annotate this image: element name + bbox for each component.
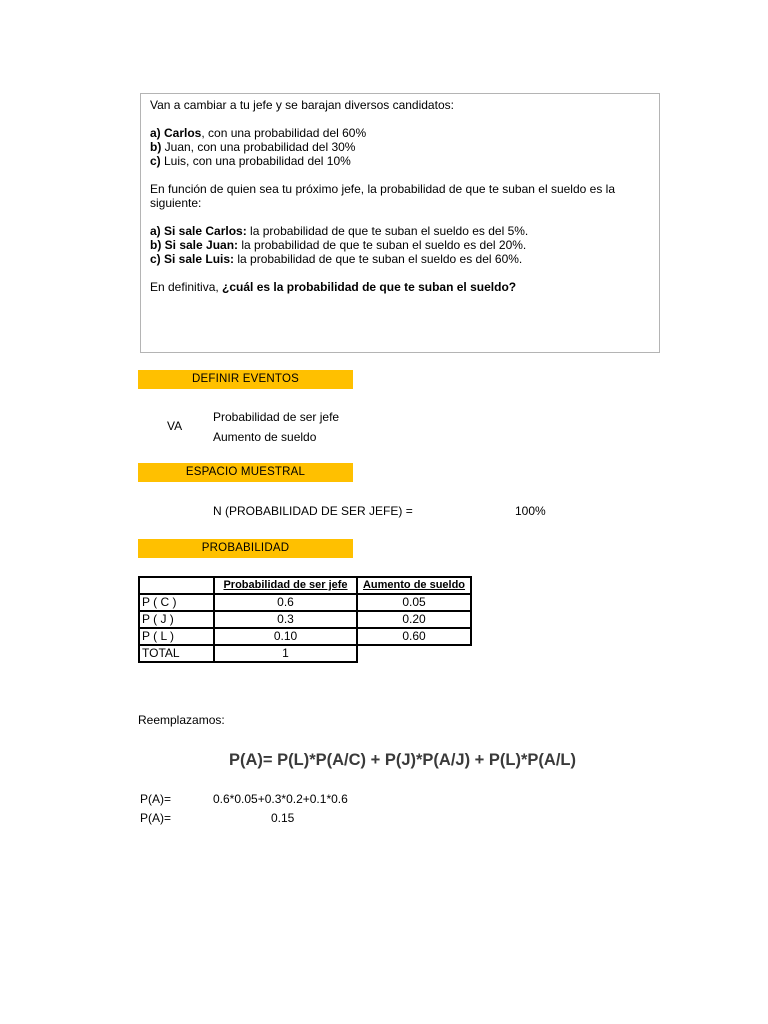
step-2-label: P(A)=: [140, 811, 172, 825]
problem-statement-box: [140, 93, 660, 353]
probability-formula: P(A)= P(L)*P(A/C) + P(J)*P(A/J) + P(L)*P(A/L): [229, 751, 576, 769]
table-header-row: [139, 577, 471, 594]
va-label: VA: [167, 419, 183, 433]
event-item-aumento-sueldo: Aumento de sueldo: [213, 430, 317, 444]
event-item-probabilidad-jefe: Probabilidad de ser jefe: [213, 410, 340, 424]
cell-value: 0.6: [214, 594, 357, 611]
step-1-value: 0.6*0.05+0.3*0.2+0.1*0.6: [213, 792, 348, 806]
cell-value: 0.10: [214, 628, 357, 645]
cell-value: 1: [214, 645, 357, 662]
question: En definitiva, ¿cuál es la probabilidad de que te suban el sueldo?: [150, 280, 517, 294]
row-label: TOTAL: [139, 645, 214, 662]
cell-value: 0.60: [357, 628, 471, 645]
table-header-blank: [139, 577, 214, 594]
candidate-c: c) Luis, con una probabilidad del 10%: [150, 154, 351, 168]
condition-intro: En función de quien sea tu próximo jefe, la probabilidad de que te suban el sueldo es la siguiente:: [150, 182, 615, 210]
cell-value: 0.05: [357, 594, 471, 611]
table-row: [139, 611, 471, 628]
probability-header: PROBABILIDAD: [138, 539, 353, 558]
table-header-probabilidad: Probabilidad de ser jefe: [214, 577, 357, 594]
sample-space-value: 100%: [515, 504, 546, 518]
problem-intro: Van a cambiar a tu jefe y se barajan diversos candidatos:: [150, 98, 454, 112]
row-label: P ( J ): [139, 611, 214, 628]
candidate-b: b) Juan, con una probabilidad del 30%: [150, 140, 356, 154]
sample-space-label: N (PROBABILIDAD DE SER JEFE) =: [213, 504, 413, 518]
condition-c: c) Si sale Luis: la probabilidad de que te suban el sueldo es del 60%.: [150, 252, 523, 266]
probability-table: [138, 576, 472, 663]
condition-b: b) Si sale Juan: la probabilidad de que te suban el sueldo es del 20%.: [150, 238, 527, 252]
row-label: P ( C ): [139, 594, 214, 611]
candidate-a: a) Carlos, con una probabilidad del 60%: [150, 126, 367, 140]
step-1-label: P(A)=: [140, 792, 172, 806]
table-row-total: [139, 645, 471, 662]
cell-value: 0.20: [357, 611, 471, 628]
table-header-aumento: Aumento de sueldo: [357, 577, 471, 594]
table-row: [139, 628, 471, 645]
events-header: DEFINIR EVENTOS: [138, 370, 353, 389]
solution-intro: Reemplazamos:: [138, 713, 225, 727]
table-row: [139, 594, 471, 611]
row-label: P ( L ): [139, 628, 214, 645]
cell-blank: [357, 645, 471, 662]
step-2-value: 0.15: [271, 811, 295, 825]
sample-space-header: ESPACIO MUESTRAL: [138, 463, 353, 482]
cell-value: 0.3: [214, 611, 357, 628]
condition-a: a) Si sale Carlos: la probabilidad de que te suban el sueldo es del 5%.: [150, 224, 529, 238]
